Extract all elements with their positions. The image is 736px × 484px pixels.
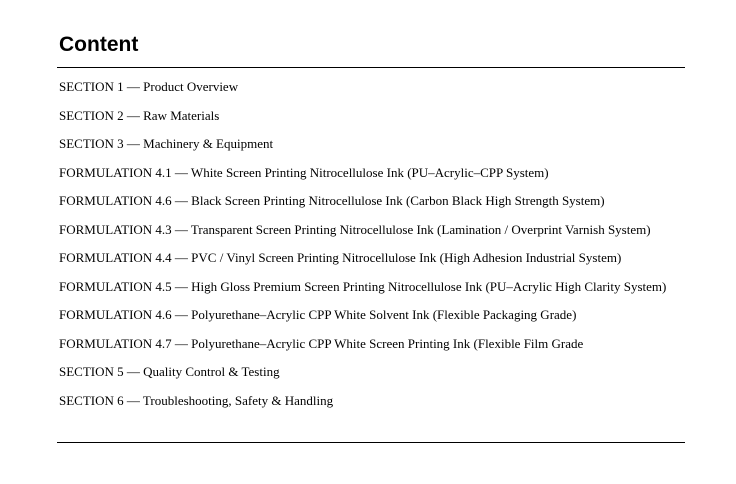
- toc-item[interactable]: FORMULATION 4.1 — White Screen Printing Nitrocellulose Ink (PU–Acrylic–CPP System): [59, 164, 549, 180]
- toc-item[interactable]: FORMULATION 4.5 — High Gloss Premium Screen Printing Nitrocellulose Ink (PU–Acrylic High Clarity System): [59, 278, 667, 294]
- toc-item[interactable]: SECTION 1 — Product Overview: [59, 79, 239, 94]
- toc-item[interactable]: SECTION 2 — Raw Materials: [59, 107, 220, 123]
- toc-item[interactable]: FORMULATION 4.7 — Polyurethane–Acrylic CPP White Screen Printing Ink (Flexible Film Grade: [59, 335, 584, 351]
- toc-item[interactable]: SECTION 6 — Troubleshooting, Safety & Handling: [59, 392, 334, 408]
- toc-item[interactable]: FORMULATION 4.3 — Transparent Screen Printing Nitrocellulose Ink (Lamination / Overprint Varnish System): [59, 221, 651, 237]
- footer-divider: [57, 442, 685, 443]
- page-title: Content: [59, 33, 139, 56]
- toc-item[interactable]: SECTION 5 — Quality Control & Testing: [59, 364, 280, 379]
- title-divider: [57, 67, 685, 68]
- toc-item[interactable]: FORMULATION 4.4 — PVC / Vinyl Screen Printing Nitrocellulose Ink (High Adhesion Industrial System): [59, 250, 622, 265]
- toc-item[interactable]: FORMULATION 4.6 — Polyurethane–Acrylic CPP White Solvent Ink (Flexible Packaging Grade): [59, 307, 577, 322]
- table-of-contents: [59, 78, 666, 420]
- toc-item[interactable]: FORMULATION 4.6 — Black Screen Printing Nitrocellulose Ink (Carbon Black High Strength System): [59, 193, 605, 208]
- toc-item[interactable]: SECTION 3 — Machinery & Equipment: [59, 136, 274, 151]
